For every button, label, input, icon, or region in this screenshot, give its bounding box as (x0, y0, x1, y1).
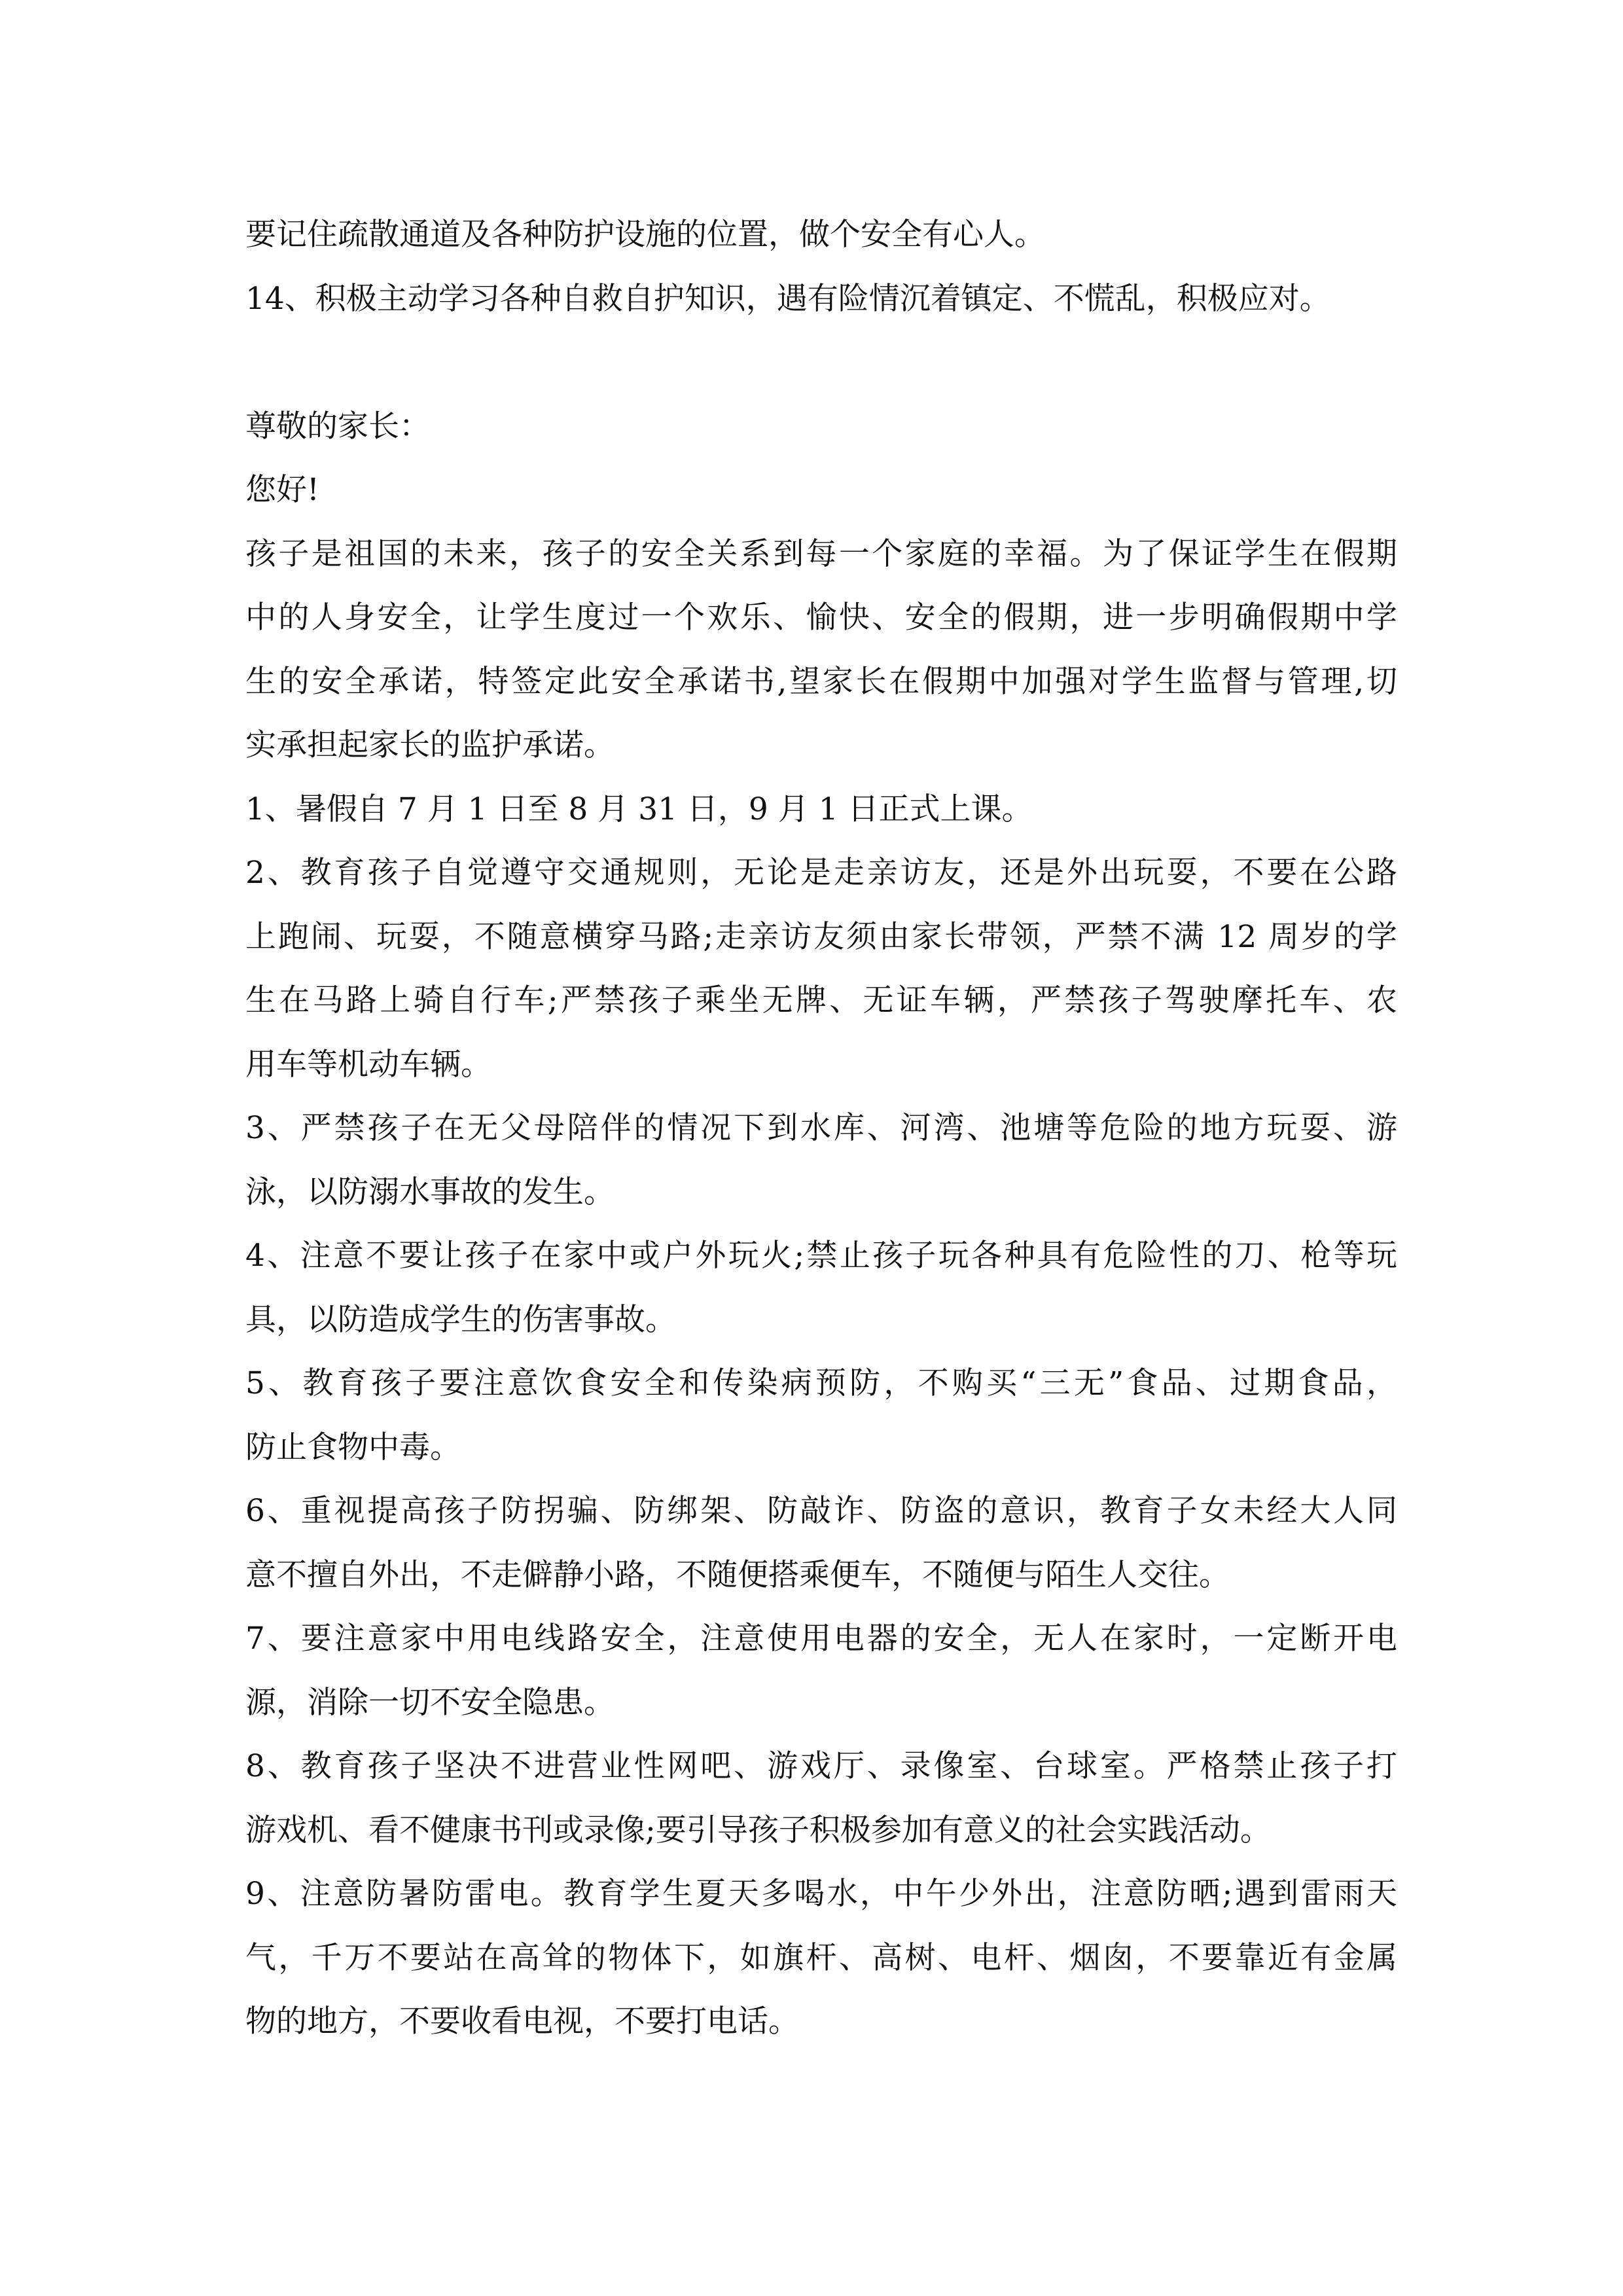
text-line: 中的人身安全，让学生度过一个欢乐、愉快、安全的假期，进一步明确假期中学 (245, 600, 1397, 636)
text-line: 上跑闹、玩耍，不随意横穿马路;走亲访友须由家长带领，严禁不满 12 周岁的学 (245, 918, 1397, 955)
list-item: 9、注意防暑防雷电。教育学生夏天多喝水，中午少外出，注意防晒;遇到雷雨天 (245, 1876, 1397, 1912)
text-line: 气，千万不要站在高耸的物体下，如旗杆、高树、电杆、烟囱，不要靠近有金属 (245, 1939, 1397, 1976)
list-item: 4、注意不要让孩子在家中或户外玩火;禁止孩子玩各种具有危险性的刀、枪等玩 (245, 1238, 1397, 1274)
text-line: 生的安全承诺，特签定此安全承诺书,望家长在假期中加强对学生监督与管理,切 (245, 663, 1397, 700)
text-line: 14、积极主动学习各种自救自护知识，遇有险情沉着镇定、不慌乱，积极应对。 (245, 280, 1330, 317)
text-line: 用车等机动车辆。 (245, 1046, 491, 1083)
list-item: 6、重视提高孩子防拐骗、防绑架、防敲诈、防盗的意识，教育子女未经大人同 (245, 1493, 1397, 1529)
text-line: 生在马路上骑自行车;严禁孩子乘坐无牌、无证车辆，严禁孩子驾驶摩托车、农 (245, 982, 1397, 1018)
list-item: 3、严禁孩子在无父母陪伴的情况下到水库、河湾、池塘等危险的地方玩耍、游 (245, 1110, 1397, 1146)
list-item: 2、教育孩子自觉遵守交通规则，无论是走亲访友，还是外出玩耍，不要在公路 (245, 855, 1397, 891)
text-line: 源，消除一切不安全隐患。 (245, 1684, 615, 1721)
document-body (245, 203, 1397, 2054)
paragraph-gap (245, 331, 1397, 395)
text-line: 防止食物中毒。 (245, 1429, 461, 1465)
list-item: 1、暑假自 7 月 1 日至 8 月 31 日，9 月 1 日正式上课。 (245, 791, 1033, 827)
text-line: 物的地方，不要收看电视，不要打电话。 (245, 2003, 799, 2039)
text-line: 具，以防造成学生的伤害事故。 (245, 1301, 676, 1338)
salutation: 尊敬的家长： (245, 408, 430, 444)
greeting: 您好! (245, 472, 319, 508)
list-item: 8、教育孩子坚决不进营业性网吧、游戏厅、录像室、台球室。严格禁止孩子打 (245, 1748, 1397, 1784)
text-line: 意不擅自外出，不走僻静小路，不随便搭乘便车，不随便与陌生人交往。 (245, 1556, 1230, 1593)
text-line: 实承担起家长的监护承诺。 (245, 727, 615, 763)
text-line: 孩子是祖国的未来，孩子的安全关系到每一个家庭的幸福。为了保证学生在假期 (245, 535, 1397, 572)
text-line: 泳，以防溺水事故的发生。 (245, 1174, 615, 1210)
list-item: 7、要注意家中用电线路安全，注意使用电器的安全，无人在家时，一定断开电 (245, 1621, 1397, 1657)
list-item: 5、教育孩子要注意饮食安全和传染病预防，不购买“三无”食品、过期食品， (245, 1365, 1397, 1401)
text-line: 要记住疏散通道及各种防护设施的位置，做个安全有心人。 (245, 217, 1045, 253)
text-line: 游戏机、看不健康书刊或录像;要引导孩子积极参加有意义的社会实践活动。 (245, 1812, 1271, 1848)
